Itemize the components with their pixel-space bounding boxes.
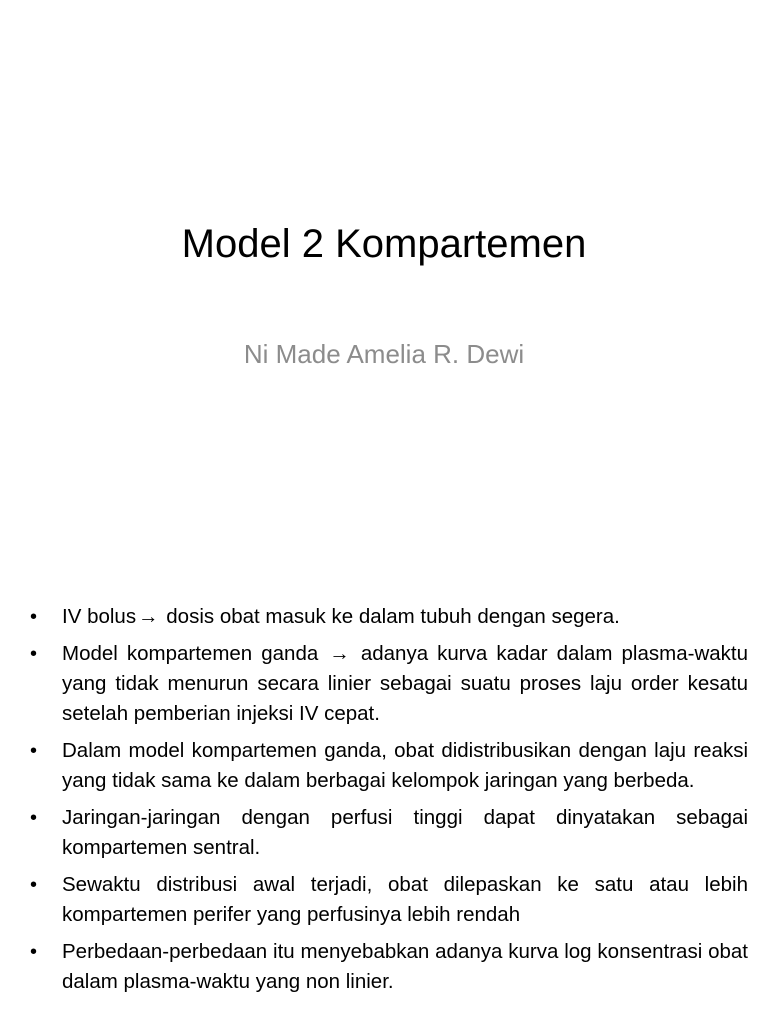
list-item	[28, 803, 748, 863]
bullet-text-part: dosis obat masuk ke dalam tubuh dengan segera.	[160, 605, 620, 628]
bullet-text	[62, 642, 748, 725]
bullet-icon: •	[30, 740, 38, 762]
slide-subtitle: Ni Made Amelia R. Dewi	[243, 339, 525, 369]
bullet-icon: •	[30, 807, 38, 829]
bullet-text-part: IV bolus	[62, 605, 137, 628]
bullet-icon: •	[30, 874, 38, 896]
bullet-list	[28, 602, 748, 1004]
list-item	[28, 937, 748, 997]
list-item	[28, 602, 748, 632]
content-slide	[0, 600, 768, 1024]
bullet-text	[62, 605, 620, 628]
bullet-icon: •	[30, 606, 38, 628]
bullet-icon: •	[30, 643, 38, 665]
bullet-text-part: Model kompartemen ganda	[62, 642, 328, 665]
list-item	[28, 736, 748, 796]
bullet-text: Sewaktu distribusi awal terjadi, obat dilepaskan ke satu atau lebih kompartemen perifer yang perfusinya lebih rendah	[62, 873, 748, 926]
bullet-text-part: adanya kurva kadar dalam plasma-waktu yang tidak menurun secara linier sebagai suatu proses laju order kesatu setelah pemberian injeksi IV cepat.	[62, 642, 748, 725]
bullet-icon: •	[30, 941, 38, 963]
list-item	[28, 870, 748, 930]
bullet-text: Jaringan-jaringan dengan perfusi tinggi dapat dinyatakan sebagai kompartemen sentral.	[62, 806, 748, 859]
bullet-text: Perbedaan-perbedaan itu menyebabkan adanya kurva log konsentrasi obat dalam plasma-waktu yang non linier.	[62, 940, 748, 993]
arrow-right-icon: →	[329, 642, 350, 665]
list-item	[28, 639, 748, 729]
arrow-right-icon: →	[138, 605, 159, 628]
slide-title: Model 2 Kompartemen	[181, 222, 587, 266]
bullet-text: Dalam model kompartemen ganda, obat didistribusikan dengan laju reaksi yang tidak sama ke dalam berbagai kelompok jaringan yang berbeda.	[62, 739, 748, 792]
